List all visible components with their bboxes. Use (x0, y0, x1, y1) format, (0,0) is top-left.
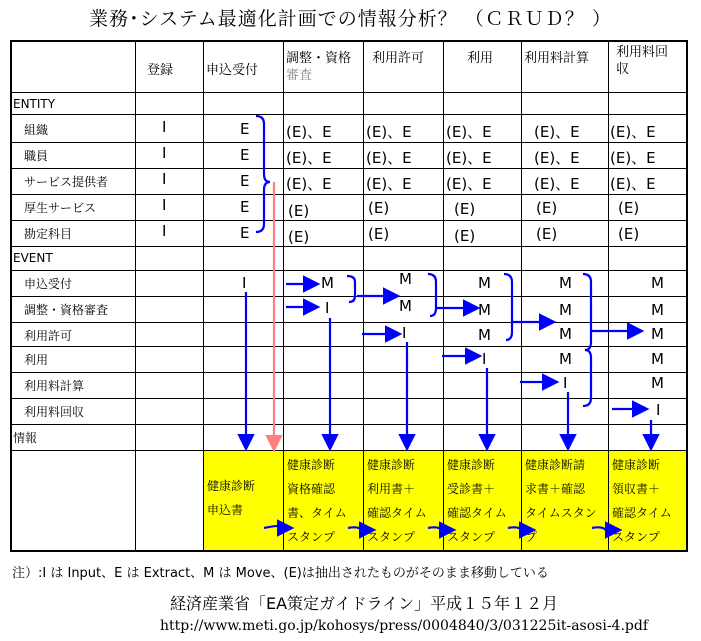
row-label: 勘定科目 (24, 227, 73, 241)
row-label: 組織 (24, 123, 49, 137)
row-label: 利用 (24, 353, 49, 367)
info-box-line: 書、タイム (287, 506, 347, 520)
info-box-line: 健康診断 (287, 458, 336, 472)
table-cell: (E) (536, 225, 558, 243)
table-cell: (E) (618, 199, 640, 217)
table-cell: (E)、E (366, 175, 412, 193)
table-cell: M (321, 274, 334, 292)
table-cell: (E)、E (610, 123, 656, 141)
row-label: 申込受付 (24, 277, 73, 291)
table-cell: I (162, 144, 167, 162)
table-cell: I (563, 374, 568, 392)
info-box-line: 健康診断 (447, 458, 496, 472)
brace-icon (347, 276, 355, 302)
column-header-line: 収 (616, 62, 630, 77)
info-box-line: スタンプ (447, 530, 496, 544)
table-cell: M (651, 301, 664, 319)
table-cell: I (242, 274, 247, 292)
info-box-line: 確認タイム (612, 506, 672, 520)
info-box-line: 受診書＋ (447, 482, 496, 496)
info-box-line: 求書＋確認 (525, 482, 586, 496)
row-label: サービス提供者 (24, 175, 109, 189)
info-box-line: スタンプ (287, 530, 336, 544)
section-label: ENTITY (13, 97, 56, 111)
table-cell: M (651, 374, 664, 392)
table-cell: M (399, 297, 412, 315)
table-cell: I (482, 350, 487, 368)
info-box-line: 健康診断請 (525, 458, 586, 472)
table-cell: (E)、E (534, 123, 580, 141)
column-header-line: 審査 (286, 68, 313, 83)
source-url: http://www.meti.go.jp/kohosys/press/0004840/3/031225it-asosi-4.pdf (160, 618, 649, 634)
info-box-line: スタンプ (367, 530, 416, 544)
info-box-line: 領収書＋ (612, 482, 661, 496)
table-cell: M (559, 350, 572, 368)
table-cell: M (651, 350, 664, 368)
column-header: 登録 (147, 63, 174, 78)
table-cell: (E)、E (610, 149, 656, 167)
info-box-line: プ (525, 530, 538, 544)
arrow-icon (264, 526, 290, 528)
column-header-line: 利用料回 (616, 45, 669, 60)
table-cell: I (162, 118, 167, 136)
table-cell: (E)、E (366, 123, 412, 141)
table-cell: I (325, 299, 330, 317)
row-label: 厚生サービス (24, 201, 97, 215)
section-label: 情報 (13, 431, 38, 445)
column-header-line: 調整・資格 (286, 51, 352, 66)
table-cell: M (559, 325, 572, 343)
footnote: 注）:I は Input、E は Extract、M は Move、(E)は抽出されたものがそのまま移動している (12, 566, 549, 581)
arrow-icon (592, 527, 618, 530)
table-cell: E (240, 198, 250, 216)
table-cell: E (240, 224, 250, 242)
table-cell: M (478, 274, 491, 292)
source-citation: 経済産業省「EA策定ガイドライン」平成１５年１２月 (170, 594, 559, 613)
brace-icon (256, 116, 270, 232)
table-cell: (E) (536, 199, 558, 217)
table-cell: (E)、E (286, 123, 332, 141)
table-cell: (E)、E (534, 175, 580, 193)
column-header: 利用料計算 (524, 51, 590, 66)
section-label: EVENT (13, 251, 53, 265)
info-box-line: スタンプ (612, 530, 661, 544)
row-label: 利用料回収 (24, 405, 85, 419)
table-cell: M (651, 274, 664, 292)
table-cell: (E) (618, 225, 640, 243)
table-cell: I (162, 196, 167, 214)
arrow-icon (428, 527, 452, 530)
table-cell: (E)、E (610, 175, 656, 193)
info-box-line: タイムスタン (525, 506, 597, 520)
brace-icon (504, 274, 512, 340)
table-cell: M (478, 301, 491, 319)
table-cell: (E) (288, 202, 310, 220)
table-cell: E (240, 120, 250, 138)
table-cell: (E)、E (446, 149, 492, 167)
info-box-line: 資格確認 (287, 482, 336, 496)
info-box-line: 確認タイム (367, 506, 427, 520)
table-cell: (E) (454, 200, 476, 218)
column-header: 利用許可 (372, 51, 425, 66)
info-box-line: 申込書 (207, 503, 244, 517)
info-box-line: 利用書＋ (367, 482, 416, 496)
table-cell: I (162, 222, 167, 240)
table-cell: (E) (368, 199, 390, 217)
table-cell: (E)、E (286, 175, 332, 193)
table-cell: I (402, 324, 407, 342)
table-cell: M (478, 326, 491, 344)
table-cell: (E) (288, 228, 310, 246)
table-cell: M (559, 301, 572, 319)
brace-icon (583, 274, 591, 406)
table-cell: I (162, 170, 167, 188)
table-cell: (E)、E (446, 175, 492, 193)
table-cell: (E)、E (534, 149, 580, 167)
table-cell: (E) (454, 227, 476, 245)
arrow-icon (508, 527, 532, 530)
arrow-icon (348, 527, 372, 530)
table-cell: (E)、E (446, 123, 492, 141)
info-box-line: 健康診断 (612, 458, 661, 472)
table-cell: I (656, 401, 661, 419)
row-label: 調整・資格審査 (24, 303, 109, 317)
info-box-line: 健康診断 (367, 458, 416, 472)
table-cell: M (559, 274, 572, 292)
table-cell: (E) (368, 225, 390, 243)
info-box-line: 確認タイム (447, 506, 507, 520)
table-cell: (E)、E (366, 149, 412, 167)
page-title: 業務･システム最適化計画での情報分析？ （ＣＲＵＤ？ ） (89, 8, 612, 30)
column-header: 利用 (467, 51, 494, 66)
row-label: 利用料計算 (24, 379, 85, 393)
table-cell: (E)、E (286, 149, 332, 167)
table-cell: E (240, 146, 250, 164)
row-label: 職員 (24, 149, 49, 163)
table-cell: M (399, 270, 412, 288)
row-label: 利用許可 (24, 329, 73, 343)
column-header: 申込受付 (206, 63, 259, 78)
brace-icon (428, 274, 436, 316)
table-cell: M (651, 325, 664, 343)
info-box-line: 健康診断 (207, 479, 256, 493)
table-cell: E (240, 172, 250, 190)
